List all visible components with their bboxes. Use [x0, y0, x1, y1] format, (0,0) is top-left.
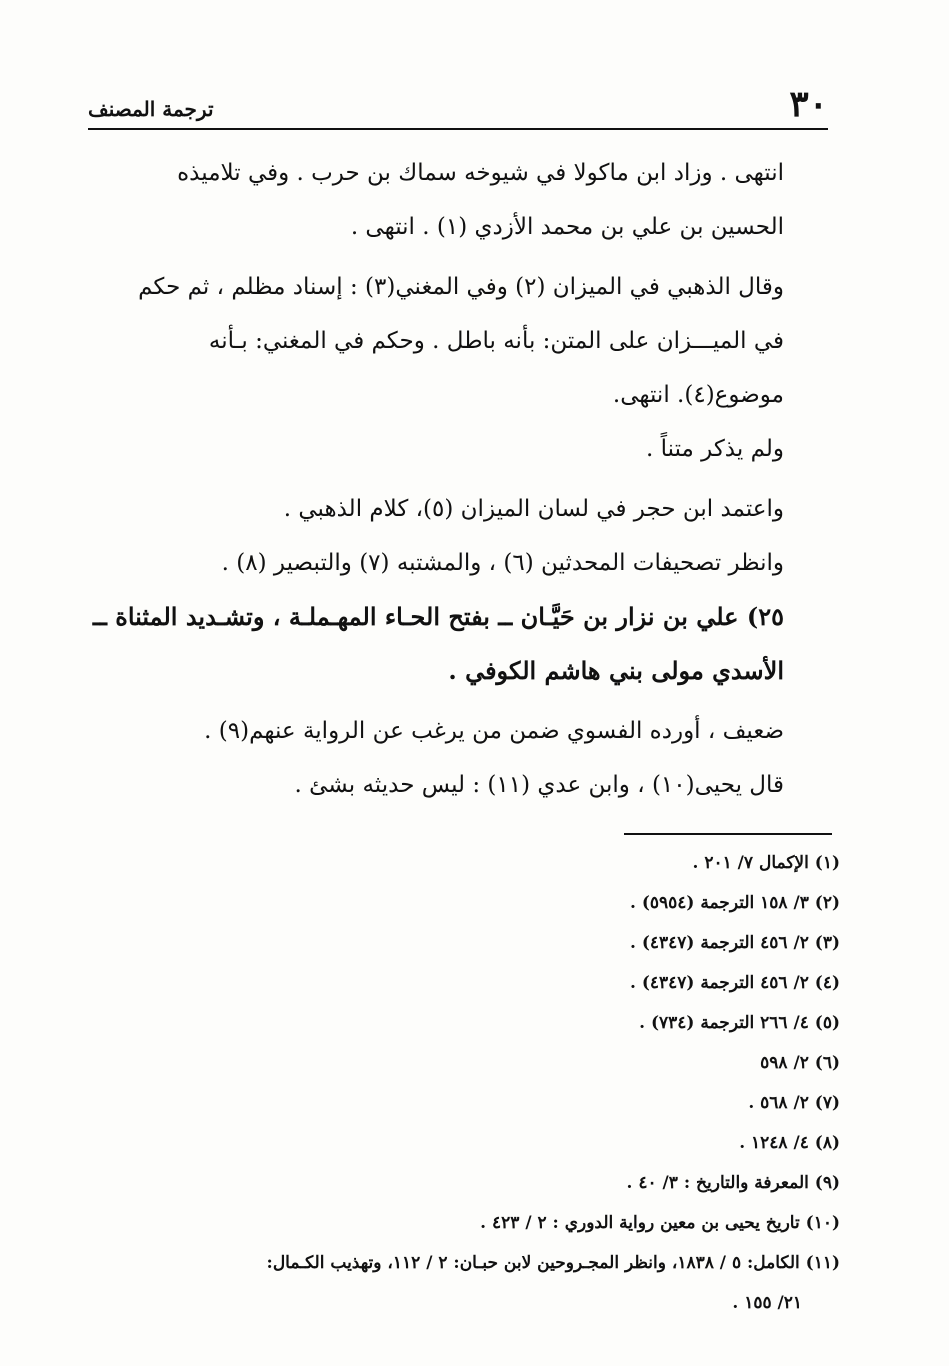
footnote-11: (١١) الكامل: ٥ / ١٨٣٨، وانظر المجـروحين لابن حبـان: ٢ / ١١٢، وتهذيب الكـمال: — [266, 1253, 840, 1273]
text-line: وقال الذهبي في الميزان (٢) وفي المغني(٣) : إسناد مظلم ، ثم حكم — [138, 274, 784, 300]
paragraph-4 — [84, 482, 784, 536]
entry-line: الأسدي مولى بني هاشم الكوفي . — [448, 656, 784, 685]
paragraph-3 — [84, 422, 784, 476]
paragraph-6 — [84, 704, 784, 758]
paragraph-5 — [84, 536, 784, 590]
footnote-11-continuation: ٢١/ ١٥٥ . — [732, 1293, 802, 1313]
header-rule — [88, 128, 828, 130]
page-number: ٣٠ — [789, 83, 828, 125]
text-line: وانظر تصحيفات المحدثين (٦) ، والمشتبه (٧) والتبصير (٨) . — [221, 550, 784, 576]
entry-line: ٢٥) علي بن نزار بن حَيَّـان ــ بفتح الحـاء المهـملـة ، وتشـديد المثناة ــ — [92, 602, 784, 631]
text-line: موضوع(٤). انتهى. — [612, 382, 784, 408]
footnote-10: (١٠) تاريخ يحيى بن معين رواية الدوري : ٢ / ٤٢٣ . — [480, 1213, 840, 1233]
footnote-3: (٣) ٢/ ٤٥٦ الترجمة (٤٣٤٧) . — [629, 933, 840, 953]
text-line: واعتمد ابن حجر في لسان الميزان (٥)، كلام الذهبي . — [283, 496, 784, 522]
paragraph-2 — [84, 260, 784, 422]
footnote-separator — [624, 833, 832, 835]
paragraph-1 — [84, 146, 784, 254]
footnote-7: (٧) ٢/ ٥٦٨ . — [748, 1093, 840, 1113]
text-line: قال يحيى(١٠) ، وابن عدي (١١) : ليس حديثه بشئ . — [294, 772, 784, 798]
page-header — [88, 84, 828, 130]
footnotes — [70, 843, 840, 1323]
text-line: ضعيف ، أورده الفسوي ضمن من يرغب عن الرواية عنهم(٩) . — [204, 718, 784, 744]
footnote-2: (٢) ٣/ ١٥٨ الترجمة (٥٩٥٤) . — [629, 893, 840, 913]
footnote-5: (٥) ٤/ ٢٦٦ الترجمة (٧٣٤) . — [639, 1013, 840, 1033]
body-text — [84, 146, 784, 812]
text-line: ولم يذكر متناً . — [646, 436, 784, 462]
biography-entry-heading — [84, 590, 784, 698]
footnote-8: (٨) ٤/ ١٢٤٨ . — [739, 1133, 840, 1153]
text-line: الحسين بن علي بن محمد الأزدي (١) . انتهى . — [350, 214, 784, 240]
text-line: في الميـــزان على المتن: بأنه باطل . وحكم في المغني: بـأنه — [208, 328, 784, 354]
footnote-9: (٩) المعرفة والتاريخ : ٣/ ٤٠ . — [626, 1173, 840, 1193]
text-line: انتهى . وزاد ابن ماكولا في شيوخه سماك بن حرب . وفي تلاميذه — [177, 160, 784, 186]
footnote-6: (٦) ٢/ ٥٩٨ — [760, 1053, 840, 1073]
running-title: ترجمة المصنف — [88, 97, 214, 121]
footnote-1: (١) الإكمال ٧/ ٢٠١ . — [692, 853, 840, 873]
footnote-4: (٤) ٢/ ٤٥٦ الترجمة (٤٣٤٧) . — [629, 973, 840, 993]
paragraph-7 — [84, 758, 784, 812]
